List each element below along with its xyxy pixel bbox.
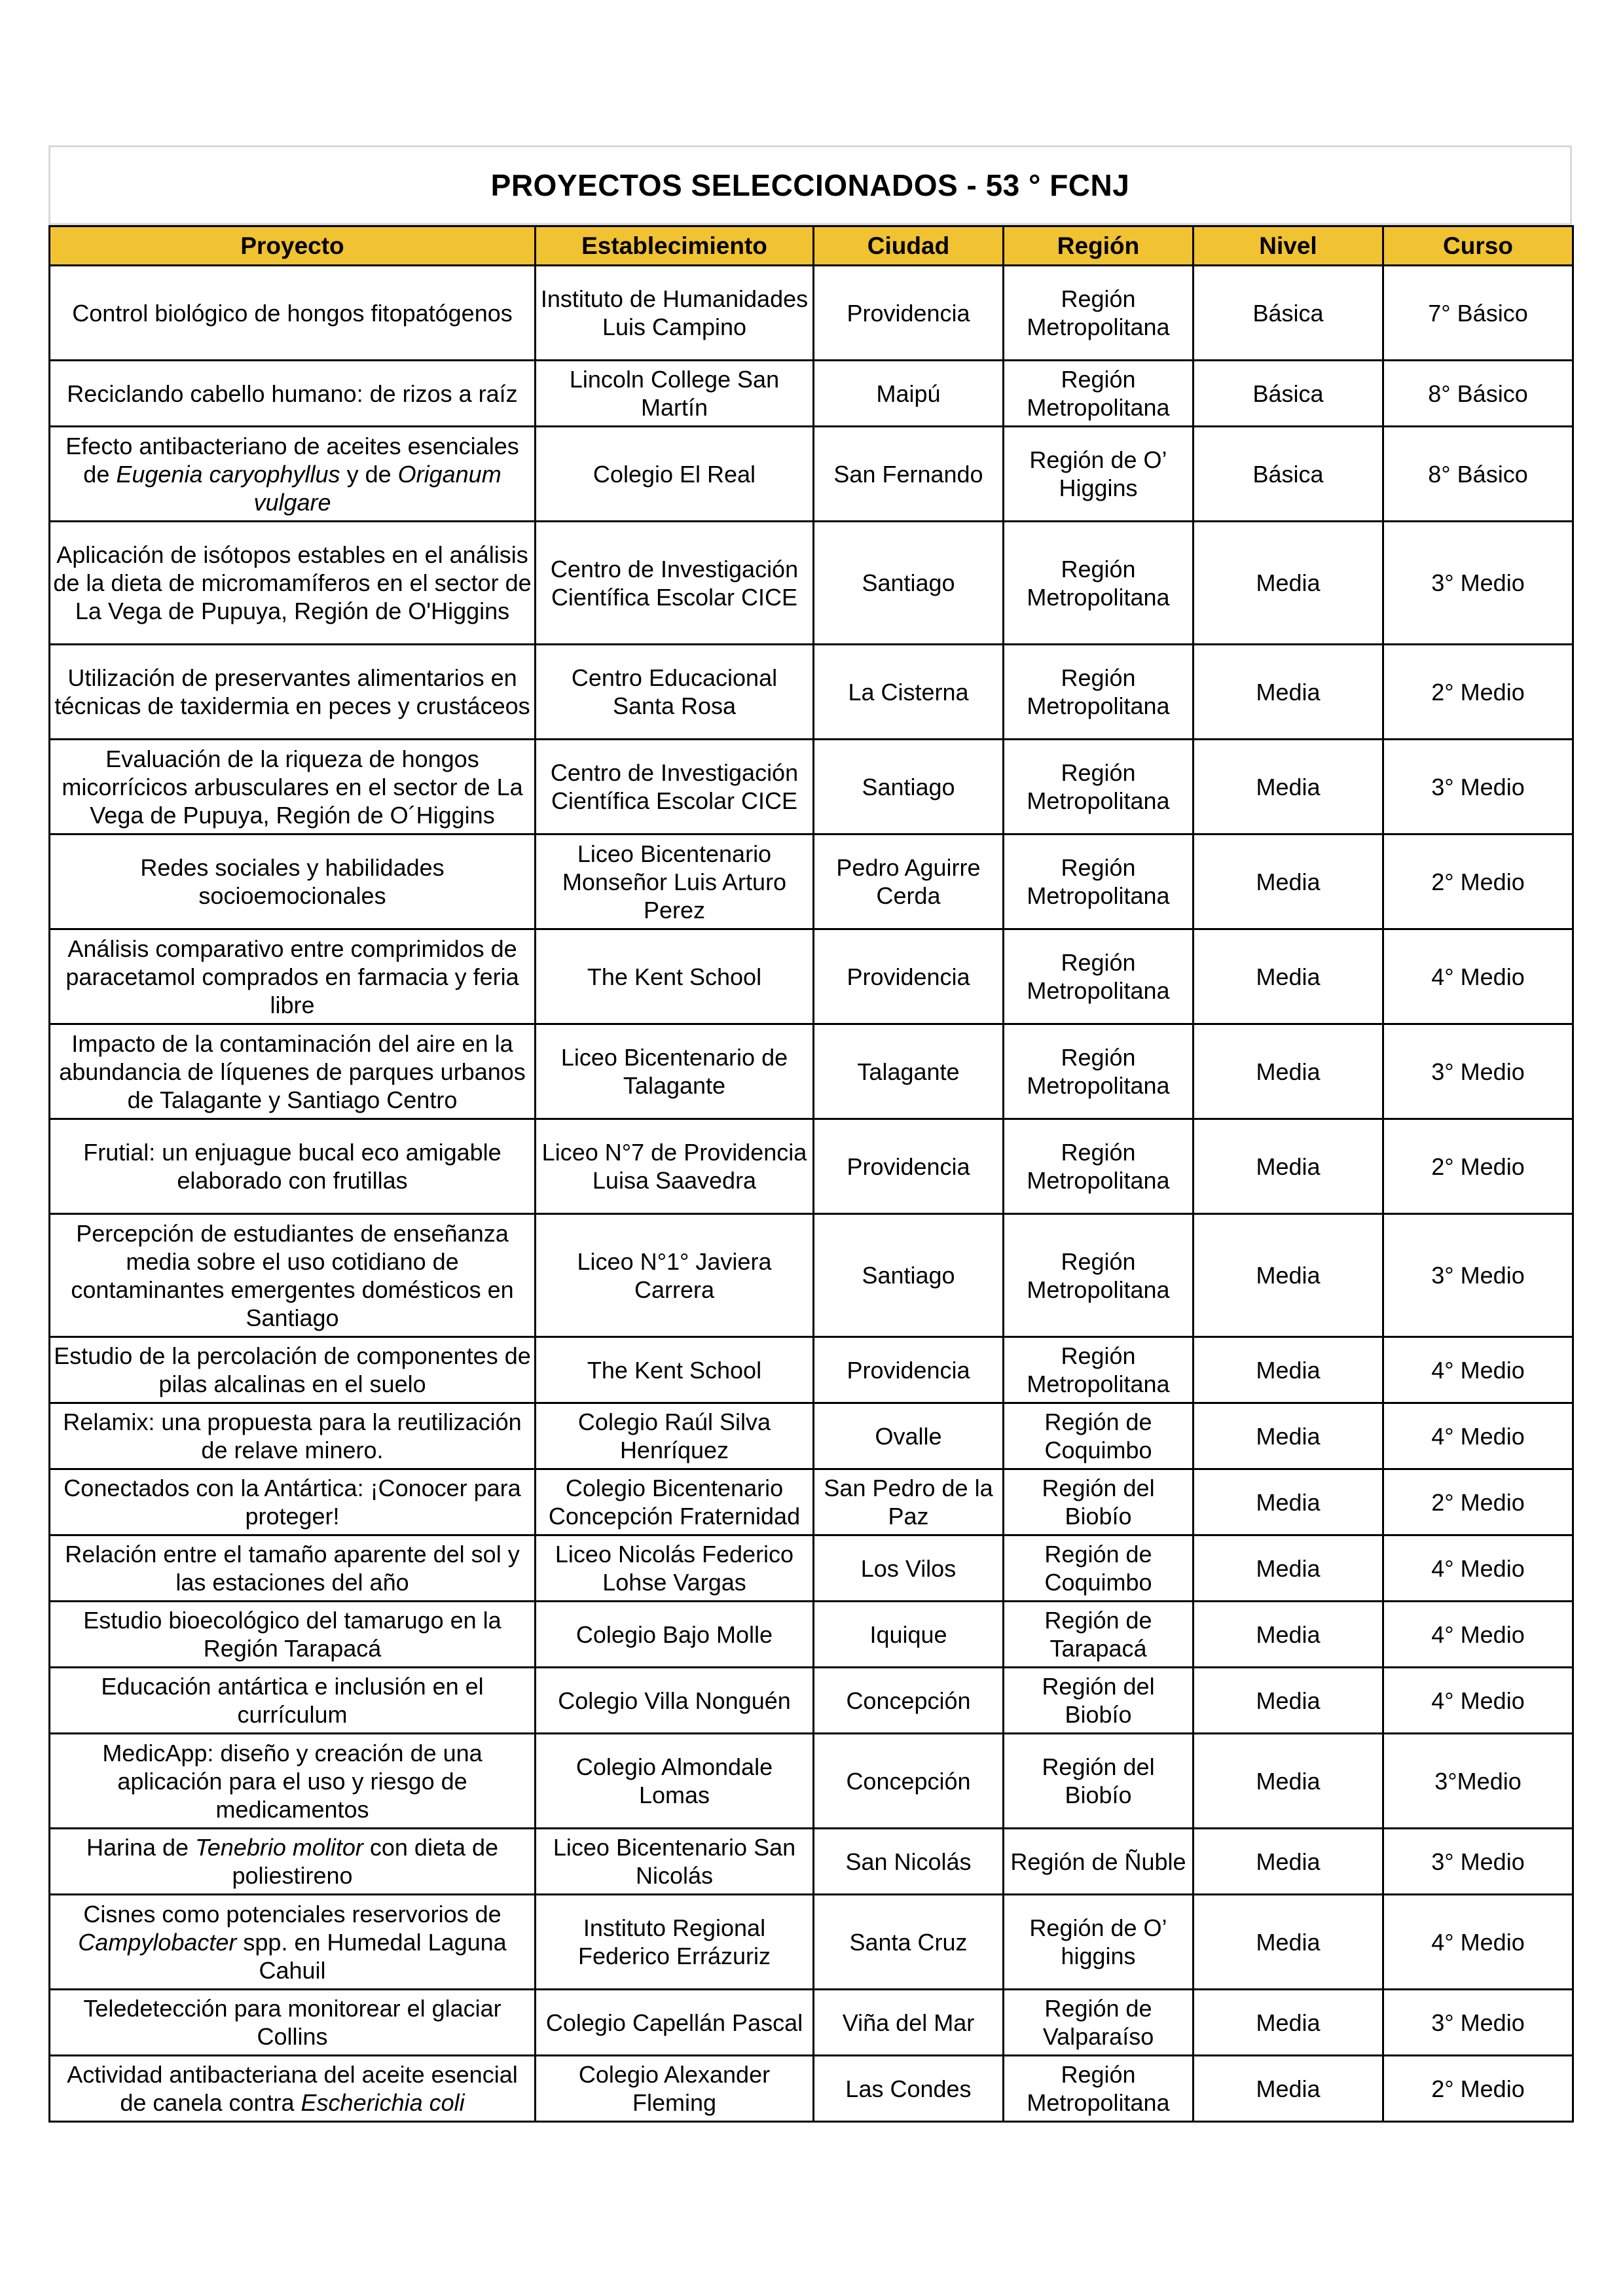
- cell-nivel: Media: [1194, 740, 1383, 834]
- cell-region: Región Metropolitana: [1004, 361, 1194, 427]
- cell-curso: 4° Medio: [1383, 1535, 1573, 1602]
- cell-establecimiento: Colegio Almondale Lomas: [536, 1734, 814, 1829]
- cell-region: Región Metropolitana: [1004, 929, 1194, 1024]
- table-row: [50, 427, 1573, 522]
- cell-proyecto: Percepción de estudiantes de enseñanza media sobre el uso cotidiano de contaminantes emergentes domésticos en Santiago: [50, 1214, 536, 1337]
- cell-region: Región del Biobío: [1004, 1469, 1194, 1535]
- cell-region: Región de Ñuble: [1004, 1829, 1194, 1895]
- cell-region: Región Metropolitana: [1004, 522, 1194, 645]
- table-row: [50, 1024, 1573, 1119]
- table-row: [50, 1535, 1573, 1602]
- cell-establecimiento: Instituto Regional Federico Errázuriz: [536, 1895, 814, 1990]
- cell-nivel: Media: [1194, 1403, 1383, 1469]
- cell-nivel: Media: [1194, 1602, 1383, 1668]
- cell-nivel: Media: [1194, 1214, 1383, 1337]
- cell-proyecto: Aplicación de isótopos estables en el análisis de la dieta de micromamíferos en el sector de La Vega de Pupuya, Región de O'Higgins: [50, 522, 536, 645]
- cell-establecimiento: Liceo N°1° Javiera Carrera: [536, 1214, 814, 1337]
- cell-nivel: Media: [1194, 1469, 1383, 1535]
- table-row: [50, 361, 1573, 427]
- species-name: Escherichia coli: [301, 2089, 465, 2116]
- cell-curso: 2° Medio: [1383, 2056, 1573, 2122]
- cell-nivel: Media: [1194, 1990, 1383, 2056]
- species-name: Origanum vulgare: [253, 460, 501, 516]
- cell-ciudad: Concepción: [814, 1734, 1004, 1829]
- column-header-region: Región: [1004, 226, 1194, 266]
- column-header-curso: Curso: [1383, 226, 1573, 266]
- cell-establecimiento: Colegio Villa Nonguén: [536, 1668, 814, 1734]
- cell-establecimiento: Liceo Bicentenario de Talagante: [536, 1024, 814, 1119]
- cell-curso: 3° Medio: [1383, 1214, 1573, 1337]
- cell-proyecto: Análisis comparativo entre comprimidos de paracetamol comprados en farmacia y feria libre: [50, 929, 536, 1024]
- cell-proyecto: Relamix: una propuesta para la reutilización de relave minero.: [50, 1403, 536, 1469]
- cell-nivel: Básica: [1194, 361, 1383, 427]
- table-row: [50, 929, 1573, 1024]
- cell-proyecto: Efecto antibacteriano de aceites esenciales de Eugenia caryophyllus y de Origanum vulgare: [50, 427, 536, 522]
- column-header-nivel: Nivel: [1194, 226, 1383, 266]
- cell-nivel: Media: [1194, 1119, 1383, 1214]
- cell-region: Región Metropolitana: [1004, 1214, 1194, 1337]
- cell-curso: 3° Medio: [1383, 740, 1573, 834]
- cell-region: Región Metropolitana: [1004, 1337, 1194, 1403]
- cell-ciudad: Iquique: [814, 1602, 1004, 1668]
- cell-ciudad: Talagante: [814, 1024, 1004, 1119]
- cell-region: Región de O’ Higgins: [1004, 427, 1194, 522]
- cell-proyecto: Impacto de la contaminación del aire en la abundancia de líquenes de parques urbanos de Talagante y Santiago Centro: [50, 1024, 536, 1119]
- projects-table: [48, 225, 1574, 2123]
- cell-proyecto: Utilización de preservantes alimentarios en técnicas de taxidermia en peces y crustáceos: [50, 645, 536, 740]
- page-title: PROYECTOS SELECCIONADOS - 53 ° FCNJ: [48, 145, 1572, 225]
- table-row: [50, 1119, 1573, 1214]
- cell-curso: 2° Medio: [1383, 1469, 1573, 1535]
- table-header-row: [50, 226, 1573, 266]
- cell-proyecto: Estudio bioecológico del tamarugo en la Región Tarapacá: [50, 1602, 536, 1668]
- cell-region: Región de Valparaíso: [1004, 1990, 1194, 2056]
- cell-proyecto: MedicApp: diseño y creación de una aplicación para el uso y riesgo de medicamentos: [50, 1734, 536, 1829]
- cell-proyecto: Estudio de la percolación de componentes de pilas alcalinas en el suelo: [50, 1337, 536, 1403]
- cell-ciudad: San Pedro de la Paz: [814, 1469, 1004, 1535]
- cell-establecimiento: Colegio Alexander Fleming: [536, 2056, 814, 2122]
- cell-proyecto: Teledetección para monitorear el glaciar Collins: [50, 1990, 536, 2056]
- cell-curso: 4° Medio: [1383, 1668, 1573, 1734]
- cell-nivel: Media: [1194, 2056, 1383, 2122]
- cell-establecimiento: Centro Educacional Santa Rosa: [536, 645, 814, 740]
- cell-region: Región de Coquimbo: [1004, 1535, 1194, 1602]
- cell-nivel: Media: [1194, 834, 1383, 929]
- table-row: [50, 1214, 1573, 1337]
- table-row: [50, 1469, 1573, 1535]
- cell-nivel: Media: [1194, 645, 1383, 740]
- cell-region: Región Metropolitana: [1004, 740, 1194, 834]
- cell-proyecto: Educación antártica e inclusión en el currículum: [50, 1668, 536, 1734]
- cell-curso: 8° Básico: [1383, 427, 1573, 522]
- column-header-proyecto: Proyecto: [50, 226, 536, 266]
- cell-region: Región de Coquimbo: [1004, 1403, 1194, 1469]
- cell-nivel: Media: [1194, 1337, 1383, 1403]
- table-row: [50, 522, 1573, 645]
- cell-region: Región Metropolitana: [1004, 645, 1194, 740]
- cell-proyecto: Conectados con la Antártica: ¡Conocer para proteger!: [50, 1469, 536, 1535]
- cell-region: Región Metropolitana: [1004, 1119, 1194, 1214]
- cell-curso: 3° Medio: [1383, 1829, 1573, 1895]
- cell-region: Región de Tarapacá: [1004, 1602, 1194, 1668]
- cell-ciudad: Ovalle: [814, 1403, 1004, 1469]
- cell-ciudad: Santiago: [814, 740, 1004, 834]
- cell-ciudad: La Cisterna: [814, 645, 1004, 740]
- cell-establecimiento: Instituto de Humanidades Luis Campino: [536, 266, 814, 361]
- table-row: [50, 1829, 1573, 1895]
- cell-nivel: Media: [1194, 1668, 1383, 1734]
- cell-ciudad: Providencia: [814, 1337, 1004, 1403]
- table-row: [50, 2056, 1573, 2122]
- cell-curso: 4° Medio: [1383, 929, 1573, 1024]
- table-row: [50, 1337, 1573, 1403]
- species-name: Tenebrio molitor: [195, 1834, 363, 1861]
- cell-proyecto: Cisnes como potenciales reservorios de Campylobacter spp. en Humedal Laguna Cahuil: [50, 1895, 536, 1990]
- cell-establecimiento: The Kent School: [536, 929, 814, 1024]
- cell-establecimiento: Colegio Raúl Silva Henríquez: [536, 1403, 814, 1469]
- cell-establecimiento: Liceo Bicentenario San Nicolás: [536, 1829, 814, 1895]
- cell-curso: 2° Medio: [1383, 645, 1573, 740]
- cell-nivel: Media: [1194, 1829, 1383, 1895]
- cell-ciudad: Santiago: [814, 522, 1004, 645]
- cell-nivel: Básica: [1194, 427, 1383, 522]
- cell-proyecto: Redes sociales y habilidades socioemocionales: [50, 834, 536, 929]
- cell-establecimiento: Liceo Nicolás Federico Lohse Vargas: [536, 1535, 814, 1602]
- cell-ciudad: San Nicolás: [814, 1829, 1004, 1895]
- cell-proyecto: Evaluación de la riqueza de hongos micorrícicos arbusculares en el sector de La Vega de Pupuya, Región de O´Higgins: [50, 740, 536, 834]
- cell-region: Región de O’ higgins: [1004, 1895, 1194, 1990]
- cell-establecimiento: Centro de Investigación Científica Escolar CICE: [536, 740, 814, 834]
- cell-proyecto: Control biológico de hongos fitopatógenos: [50, 266, 536, 361]
- cell-curso: 4° Medio: [1383, 1337, 1573, 1403]
- cell-nivel: Media: [1194, 1024, 1383, 1119]
- table-row: [50, 1668, 1573, 1734]
- table-row: [50, 834, 1573, 929]
- cell-ciudad: Pedro Aguirre Cerda: [814, 834, 1004, 929]
- species-name: Campylobacter: [78, 1928, 237, 1956]
- cell-ciudad: Los Vilos: [814, 1535, 1004, 1602]
- cell-nivel: Media: [1194, 1734, 1383, 1829]
- cell-ciudad: San Fernando: [814, 427, 1004, 522]
- table-row: [50, 1990, 1573, 2056]
- column-header-ciudad: Ciudad: [814, 226, 1004, 266]
- cell-ciudad: Viña del Mar: [814, 1990, 1004, 2056]
- cell-ciudad: Providencia: [814, 929, 1004, 1024]
- cell-ciudad: Maipú: [814, 361, 1004, 427]
- cell-nivel: Básica: [1194, 266, 1383, 361]
- cell-curso: 3°Medio: [1383, 1734, 1573, 1829]
- cell-region: Región Metropolitana: [1004, 1024, 1194, 1119]
- cell-curso: 2° Medio: [1383, 1119, 1573, 1214]
- cell-nivel: Media: [1194, 522, 1383, 645]
- table-row: [50, 740, 1573, 834]
- column-header-establecimiento: Establecimiento: [536, 226, 814, 266]
- cell-establecimiento: Liceo Bicentenario Monseñor Luis Arturo Perez: [536, 834, 814, 929]
- cell-establecimiento: Colegio Bajo Molle: [536, 1602, 814, 1668]
- cell-establecimiento: Centro de Investigación Científica Escolar CICE: [536, 522, 814, 645]
- cell-nivel: Media: [1194, 1535, 1383, 1602]
- cell-curso: 4° Medio: [1383, 1602, 1573, 1668]
- cell-proyecto: Reciclando cabello humano: de rizos a raíz: [50, 361, 536, 427]
- cell-curso: 4° Medio: [1383, 1895, 1573, 1990]
- cell-proyecto: Actividad antibacteriana del aceite esencial de canela contra Escherichia coli: [50, 2056, 536, 2122]
- cell-establecimiento: Lincoln College San Martín: [536, 361, 814, 427]
- cell-nivel: Media: [1194, 929, 1383, 1024]
- cell-curso: 2° Medio: [1383, 834, 1573, 929]
- table-row: [50, 266, 1573, 361]
- cell-curso: 3° Medio: [1383, 522, 1573, 645]
- table-row: [50, 1734, 1573, 1829]
- table-row: [50, 1403, 1573, 1469]
- cell-curso: 7° Básico: [1383, 266, 1573, 361]
- cell-ciudad: Concepción: [814, 1668, 1004, 1734]
- table-row: [50, 1895, 1573, 1990]
- cell-curso: 3° Medio: [1383, 1990, 1573, 2056]
- cell-establecimiento: Colegio Capellán Pascal: [536, 1990, 814, 2056]
- cell-region: Región del Biobío: [1004, 1734, 1194, 1829]
- cell-curso: 8° Básico: [1383, 361, 1573, 427]
- cell-region: Región del Biobío: [1004, 1668, 1194, 1734]
- cell-proyecto: Relación entre el tamaño aparente del sol y las estaciones del año: [50, 1535, 536, 1602]
- cell-establecimiento: The Kent School: [536, 1337, 814, 1403]
- cell-ciudad: Las Condes: [814, 2056, 1004, 2122]
- table-row: [50, 1602, 1573, 1668]
- cell-ciudad: Santa Cruz: [814, 1895, 1004, 1990]
- cell-region: Región Metropolitana: [1004, 834, 1194, 929]
- cell-establecimiento: Colegio El Real: [536, 427, 814, 522]
- cell-establecimiento: Liceo N°7 de Providencia Luisa Saavedra: [536, 1119, 814, 1214]
- cell-curso: 3° Medio: [1383, 1024, 1573, 1119]
- cell-ciudad: Providencia: [814, 266, 1004, 361]
- species-name: Eugenia caryophyllus: [116, 460, 340, 488]
- cell-nivel: Media: [1194, 1895, 1383, 1990]
- cell-establecimiento: Colegio Bicentenario Concepción Fraternidad: [536, 1469, 814, 1535]
- cell-ciudad: Providencia: [814, 1119, 1004, 1214]
- table-row: [50, 645, 1573, 740]
- cell-proyecto: Frutial: un enjuague bucal eco amigable elaborado con frutillas: [50, 1119, 536, 1214]
- cell-proyecto: Harina de Tenebrio molitor con dieta de poliestireno: [50, 1829, 536, 1895]
- cell-curso: 4° Medio: [1383, 1403, 1573, 1469]
- cell-region: Región Metropolitana: [1004, 266, 1194, 361]
- cell-ciudad: Santiago: [814, 1214, 1004, 1337]
- cell-region: Región Metropolitana: [1004, 2056, 1194, 2122]
